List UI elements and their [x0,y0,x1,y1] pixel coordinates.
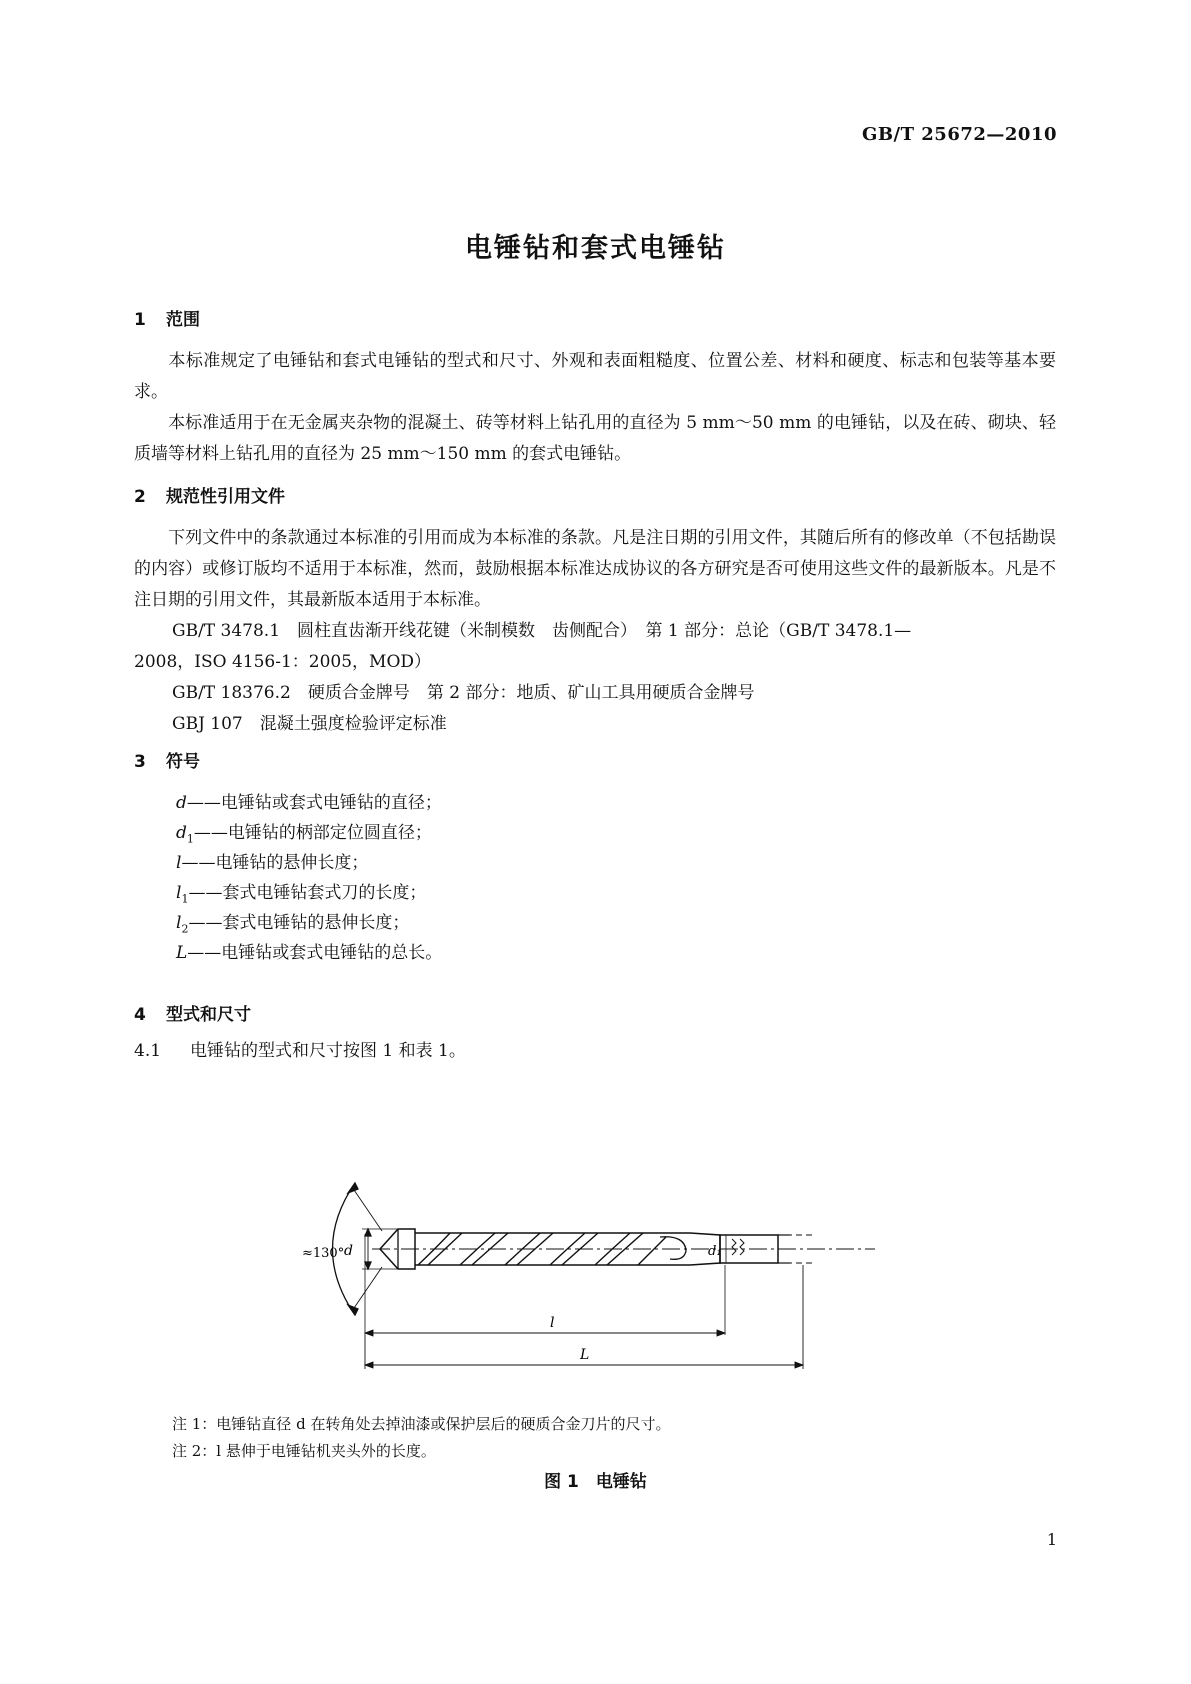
section-number: 3 [134,752,146,772]
angle-leader-bottom [352,1267,382,1311]
symbol-description: ——套式电锤钻套式刀的长度； [188,883,427,903]
section-1-paragraph-2 [134,408,1056,470]
symbol-description: ——电锤钻或套式电锤钻的总长。 [187,943,443,963]
symbol-description: ——电锤钻的柄部定位圆直径； [193,823,432,843]
arrow-head [365,1262,371,1269]
angle-label: ≈130° [302,1246,345,1261]
d1-label: d₁ [708,1244,722,1259]
symbol-subscript: 1 [181,892,189,906]
section-title: 规范性引用文件 [166,487,285,507]
symbol-description: ——电锤钻的悬伸长度； [181,853,369,873]
reference-3: GBJ 107 混凝土强度检验评定标准 [172,714,447,734]
reference-1-line-1: GB/T 3478.1 圆柱直齿渐开线花键（米制模数 齿侧配合） 第 1 部分：总论（GB/T 3478.1— [172,621,912,641]
page-number: 1 [1046,1530,1057,1549]
paragraph-text: 本标准规定了电锤钻和套式电锤钻的型式和尺寸、外观和表面粗糙度、位置公差、材料和硬度、标志和包装等基本要求。 [134,351,1056,402]
figure-1-drill-drawing [300,1165,880,1370]
shank-groove [660,1237,686,1260]
section-number: 1 [134,310,146,330]
symbol: l [176,883,182,903]
symbol-item [176,938,442,974]
L-label: L [580,1347,590,1363]
arrow-head [795,1362,803,1368]
section-title: 符号 [166,752,200,772]
section-title: 范围 [166,310,200,330]
symbol: l [176,913,182,933]
symbol: d [176,793,187,813]
reference-1-line-2: 2008，ISO 4156-1：2005，MOD） [134,652,432,672]
clause-text: 电锤钻的型式和尺寸按图 1 和表 1。 [190,1041,466,1061]
section-1-paragraph-1 [134,346,1056,408]
paragraph-text: 本标准适用于在无金属夹杂物的混凝土、砖等材料上钻孔用的直径为 5 mm～50 mm 的电锤钻，以及在砖、砌块、轻质墙等材料上钻孔用的直径为 25 mm～150 mm 的套式电锤钻。 [134,413,1056,464]
l-label: l [550,1315,555,1331]
symbol: d [176,823,187,843]
break-mark [740,1239,744,1255]
d-label: d [344,1243,353,1259]
document-title: 电锤钻和套式电锤钻 [465,233,726,264]
symbol-description: ——套式电锤钻的悬伸长度； [188,913,410,933]
section-3-heading [134,747,200,772]
arrow-head [365,1330,373,1336]
section-2-heading [134,482,285,507]
symbol-subscript: 1 [186,832,194,846]
symbol-subscript: 2 [181,922,189,936]
arrow-head [365,1229,371,1236]
section-title: 型式和尺寸 [166,1005,251,1025]
section-number: 2 [134,487,146,507]
clause-4-1 [134,1036,466,1067]
arrow-head [717,1330,725,1336]
angle-leader-top [352,1187,382,1231]
break-mark [732,1239,736,1255]
arrow-head [365,1362,373,1368]
symbol-description: ——电锤钻或套式电锤钻的直径； [186,793,442,813]
symbol: l [176,853,182,873]
section-number: 4 [134,1005,146,1025]
figure-note-1: 注 1：电锤钻直径 d 在转角处去掉油漆或保护层后的硬质合金刀片的尺寸。 [172,1415,671,1433]
standard-number: GB/T 25672—2010 [861,124,1057,145]
section-4-heading [134,1000,251,1025]
figure-note-2: 注 2：l 悬伸于电锤钻机夹头外的长度。 [172,1442,436,1460]
paragraph-text: 下列文件中的条款通过本标准的引用而成为本标准的条款。凡是注日期的引用文件，其随后所有的修改单（不包括勘误的内容）或修订版均不适用于本标准，然而，鼓励根据本标准达成协议的各方研究是否可使用这些文件的最新版本。凡是不注日期的引用文件，其最新版本适用于本标准。 [134,528,1056,610]
clause-number: 4.1 [134,1041,162,1061]
reference-2: GB/T 18376.2 硬质合金牌号 第 2 部分：地质、矿山工具用硬质合金牌号 [172,683,755,703]
symbol: L [176,943,188,963]
section-2-paragraph-1 [134,523,1056,616]
figure-caption: 图 1 电锤钻 [544,1472,647,1492]
section-1-heading [134,305,200,330]
